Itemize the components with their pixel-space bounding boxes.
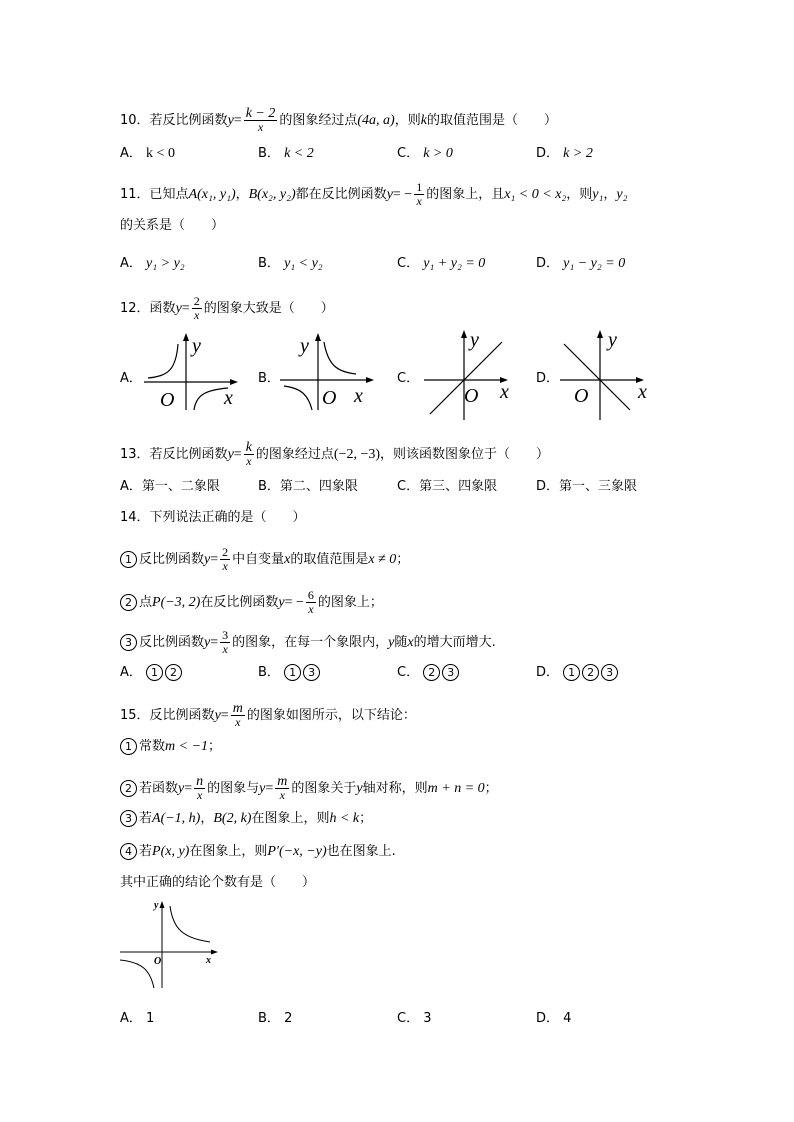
curve-branch <box>120 960 154 988</box>
q12-option-d[interactable]: D． <box>536 371 560 386</box>
q15-statement-1: 1 常数m < −1； <box>120 738 221 756</box>
q10-option-a[interactable]: A． k < 0 <box>120 146 175 161</box>
y-axis-label: y <box>192 335 201 357</box>
fraction: $\frac{3}{x}$ <box>222 628 229 656</box>
q14-option-d[interactable]: D． 1 2 3 <box>536 664 620 682</box>
q11-option-d[interactable]: D． y₁ − y₂ = 0 <box>536 256 626 271</box>
q10-option-d[interactable]: D． k > 2 <box>536 146 593 161</box>
fraction: $\frac{n}{x}$ <box>196 774 204 802</box>
q15-option-a[interactable]: A． 1 <box>120 1011 155 1026</box>
circled-number: 1 <box>284 664 301 681</box>
q15-option-b[interactable]: B． 2 <box>258 1011 293 1026</box>
q10-option-c[interactable]: C． k > 0 <box>397 146 453 161</box>
q13-option-a[interactable]: A．第一、二象限 <box>120 479 220 494</box>
question-number: 11． <box>120 187 150 202</box>
q13-stem: 13．若反比例函数y= $\frac{k}{x}$ 的图象经过点(−2, −3)，则该函数图象位于（ ） <box>120 440 550 468</box>
q14-statement-2: 2 点P(−3, 2)在反比例函数y= − $\frac{6}{x}$ 的图象上； <box>120 589 383 616</box>
q13-option-d[interactable]: D．第一、三象限 <box>536 479 638 494</box>
q12-graph-b[interactable] <box>276 330 378 412</box>
curve-branch <box>148 344 178 378</box>
curve-branch <box>170 906 210 942</box>
q14-option-b[interactable]: B． 1 3 <box>258 664 322 682</box>
y-axis-arrow <box>160 901 165 908</box>
q11-stem: 11．已知点A(x₁, y₁)，B(x₂, y₂)都在反比例函数y= − $\frac{1}{x}$ 的图象上，且x₁ < 0 < x₂，则y₁，y₂ <box>120 180 628 208</box>
question-number: 12． <box>120 301 150 316</box>
y-axis-label: y <box>608 329 617 351</box>
q11-option-a[interactable]: A． y₁ > y₂ <box>120 256 185 271</box>
x-axis-label: x <box>224 387 233 409</box>
q15-statement-3: 3 若A(−1, h)，B(2, k)在图象上，则h < k； <box>120 810 372 828</box>
origin-label: O <box>464 385 479 407</box>
x-axis-label: x <box>638 381 647 403</box>
q12-option-c[interactable]: C． <box>397 371 420 386</box>
q12-graph-c[interactable] <box>420 326 520 422</box>
q12-stem: 12．函数y= $\frac{2}{x}$ 的图象大致是（ ） <box>120 294 334 322</box>
circled-number: 3 <box>303 664 320 681</box>
circled-number: 2 <box>165 664 182 681</box>
y-axis-label: y <box>300 335 309 357</box>
origin-label: O <box>322 387 337 409</box>
circled-number: 1 <box>563 664 580 681</box>
fraction: $\frac{m}{x}$ <box>232 701 243 729</box>
x-axis-label: x <box>500 381 509 403</box>
y-axis-arrow <box>183 333 189 341</box>
question-number: 15． <box>120 708 150 723</box>
q11-option-b[interactable]: B． y₁ < y₂ <box>258 256 323 271</box>
q15-statement-2: 2 若函数y= $\frac{n}{x}$ 的图象与y= $\frac{m}{x}$ 的图象关于y轴对称，则m + n = 0； <box>120 775 498 802</box>
q10-stem: 10．若反比例函数y= $\frac{k - 2}{x}$ 的图象经过点(4a, a)，则k的取值范围是（ ） <box>120 106 557 134</box>
fraction: $\frac{k - 2}{x}$ <box>245 106 276 134</box>
circled-number: 2 <box>120 780 137 797</box>
circled-number: 1 <box>146 664 163 681</box>
q13-option-b[interactable]: B．第二、四象限 <box>258 479 358 494</box>
q14-option-c[interactable]: C． 2 3 <box>397 664 461 682</box>
question-number: 13． <box>120 447 150 462</box>
q12-graph-a[interactable] <box>138 330 240 412</box>
circled-number: 3 <box>120 810 137 827</box>
x-axis-arrow <box>211 950 218 955</box>
circled-number: 4 <box>120 843 137 860</box>
q12-option-b[interactable]: B． <box>258 371 280 386</box>
curve-branch <box>284 386 312 410</box>
fraction: $\frac{6}{x}$ <box>307 588 314 616</box>
q12-option-a[interactable]: A． <box>120 371 142 386</box>
q15-option-d[interactable]: D． 4 <box>536 1011 572 1026</box>
curve-branch <box>194 388 228 410</box>
q11-option-c[interactable]: C． y₁ + y₂ = 0 <box>397 256 486 271</box>
q14-statement-3: 3 反比例函数y= $\frac{3}{x}$ 的图象，在每一个象限内，y随x的增大而增大. <box>120 629 496 656</box>
q10-option-b[interactable]: B． k < 2 <box>258 146 314 161</box>
q15-statement-4: 4 若P(x, y)在图象上，则P′(−x, −y)也在图象上. <box>120 843 396 861</box>
q11-stem-line2: 的关系是（ ） <box>120 218 225 233</box>
origin-label: O <box>154 956 162 967</box>
origin-label: O <box>160 389 175 411</box>
x-axis-arrow <box>230 379 238 385</box>
x-axis-arrow <box>366 377 374 383</box>
fraction: $\frac{1}{x}$ <box>416 180 423 208</box>
x-axis-label: x <box>354 385 363 407</box>
circled-number: 3 <box>120 634 137 651</box>
q14-statement-1: 1 反比例函数y= $\frac{2}{x}$ 中自变量x的取值范围是x ≠ 0； <box>120 546 409 573</box>
fraction: $\frac{m}{x}$ <box>277 774 288 802</box>
circled-number: 2 <box>582 664 599 681</box>
q14-stem: 14．下列说法正确的是（ ） <box>120 510 306 525</box>
question-number: 10． <box>120 113 150 128</box>
fraction: $\frac{2}{x}$ <box>222 545 229 573</box>
circled-number: 2 <box>423 664 440 681</box>
q15-graph <box>118 896 222 990</box>
q15-stem: 15．反比例函数y= $\frac{m}{x}$ 的图象如图所示，以下结论： <box>120 701 416 729</box>
circled-number: 2 <box>120 594 137 611</box>
q12-graph-d[interactable] <box>556 326 656 422</box>
y-axis-label: y <box>470 329 479 351</box>
curve-branch <box>324 342 356 374</box>
fraction: $\frac{k}{x}$ <box>245 440 252 468</box>
circled-number: 3 <box>442 664 459 681</box>
circled-number: 1 <box>120 551 137 568</box>
q13-option-c[interactable]: C．第三、四象限 <box>397 479 498 494</box>
y-axis-arrow <box>597 330 603 338</box>
question-number: 14． <box>120 510 150 525</box>
fraction: $\frac{2}{x}$ <box>193 294 200 322</box>
y-axis-label: y <box>154 900 159 911</box>
q14-option-a[interactable]: A． 1 2 <box>120 664 184 682</box>
q15-option-c[interactable]: C． 3 <box>397 1011 432 1026</box>
q15-count-question: 其中正确的结论个数有是（ ） <box>120 875 316 890</box>
y-axis-arrow <box>315 333 321 341</box>
origin-label: O <box>574 385 589 407</box>
circled-number: 3 <box>601 664 618 681</box>
y-axis-arrow <box>461 330 467 338</box>
x-axis-label: x <box>206 955 211 966</box>
circled-number: 1 <box>120 738 137 755</box>
